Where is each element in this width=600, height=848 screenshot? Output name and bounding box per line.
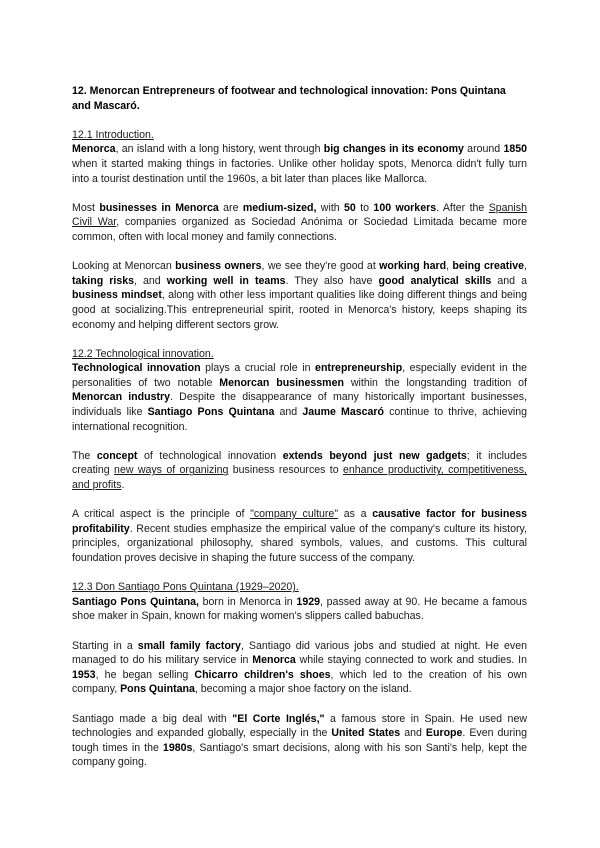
- text-run: . Despite the disappearance of many historically important businesses, individuals like: [72, 391, 527, 419]
- text-run: when it started making things in factories. Unlike other holiday spots, Menorca didn't fully turn into a tourist destination until the 1960s, a bit later than places like Mallorca.: [72, 157, 527, 185]
- bold-text: good analytical skills: [378, 274, 492, 287]
- text-run: , becoming a major shoe factory on the island.: [194, 683, 412, 696]
- bold-text: 50: [344, 201, 356, 214]
- bold-text: Menorca: [252, 654, 296, 667]
- text-run: are: [218, 201, 243, 214]
- bold-text: Santiago Pons Quintana: [147, 406, 275, 419]
- bold-text: business owners: [175, 260, 262, 273]
- underlined-text: Spanish Civil War: [72, 201, 527, 229]
- document-page: [72, 84, 527, 785]
- text-run: , which led to the creation of his own company,: [72, 668, 527, 696]
- text-run: , an island with a long history, went through: [115, 143, 324, 156]
- bold-text: Menorcan industry: [72, 391, 171, 404]
- text-run: , we see they're good at: [261, 260, 380, 273]
- text-run: as a: [338, 508, 373, 521]
- text-run: and a: [491, 274, 527, 287]
- text-run: Looking at Menorcan: [72, 260, 176, 273]
- text-run: .: [121, 479, 125, 492]
- text-run: ,: [524, 260, 527, 273]
- text-run: , and: [134, 274, 167, 287]
- text-run: , along with other less important qualities like doing different things and being good at socializing.This entrepreneurial spirit, rooted in Menorca's history, keeps shaping its economy and helping different sectors grow.: [72, 289, 528, 331]
- text-run: continue to thrive, achieving international recognition.: [72, 406, 528, 433]
- text-run: Most: [72, 201, 100, 214]
- text-run: ; it includes creating: [72, 449, 528, 477]
- text-run: business resources to: [228, 464, 343, 477]
- bold-text: Europe: [425, 727, 463, 740]
- bold-text: 100 workers: [373, 201, 437, 214]
- text-run: born in Menorca in: [198, 595, 297, 608]
- bold-text: Jaume Mascaró: [302, 406, 385, 419]
- paragraph: [72, 449, 527, 493]
- bold-text: extends beyond just new gadgets: [282, 449, 467, 462]
- text-run: The: [72, 449, 97, 462]
- bold-text: big changes in its economy: [323, 143, 464, 156]
- text-run: with: [316, 201, 345, 214]
- text-run: to: [355, 201, 374, 214]
- underlined-text: "company culture": [250, 508, 339, 521]
- bold-text: business mindset: [72, 289, 162, 302]
- text-run: and: [274, 406, 303, 419]
- paragraph: [72, 639, 527, 697]
- bold-text: causative factor for business profitability: [72, 508, 527, 535]
- text-run: , especially evident in the personalities of two notable: [72, 362, 527, 389]
- text-run: of technological innovation: [137, 449, 283, 462]
- bold-text: small family factory: [137, 639, 241, 652]
- bold-text: Chicarro children's shoes: [194, 668, 331, 681]
- text-run: , companies organized as Sociedad Anónima or Sociedad Limitada became more common, often with local money and family connections.: [72, 216, 527, 243]
- text-run: within the longstanding tradition of: [343, 376, 527, 389]
- bold-text: Santiago Pons Quintana,: [72, 595, 199, 608]
- text-run: and: [400, 727, 426, 740]
- section-heading-technological-innovation: 12.2 Technological innovation.: [72, 347, 214, 360]
- bold-text: concept: [96, 449, 138, 462]
- section-heading-santiago-pons-quintana: 12.3 Don Santiago Pons Quintana (1929–2020).: [72, 581, 299, 594]
- bold-text: working hard: [379, 260, 447, 273]
- text-run: . Even during tough times in the: [72, 727, 527, 754]
- text-run: , he began selling: [95, 668, 195, 681]
- section-heading-introduction: 12.1 Introduction.: [72, 128, 154, 141]
- paragraph: [72, 595, 527, 624]
- underlined-text: new ways of organizing: [114, 464, 229, 477]
- paragraph: [72, 361, 527, 434]
- text-run: . Recent studies emphasize the empirical value of the company's culture its history, principles, organizational philosophy, shared symbols, values, and customs. This cultural foundation proves decisive in shaping the future success of the company.: [72, 522, 527, 564]
- paragraph: [72, 259, 527, 332]
- text-run: around: [463, 143, 504, 156]
- bold-text: 1850: [503, 143, 528, 156]
- text-run: while staying connected to work and studies. In: [295, 654, 527, 667]
- bold-text: 1953: [72, 668, 96, 681]
- text-run: ,: [446, 260, 453, 273]
- document-title: 12. Menorcan Entrepreneurs of footwear and technological innovation: Pons Quintana and Mascaró.: [72, 85, 506, 112]
- paragraph: [72, 142, 527, 186]
- text-run: Starting in a: [72, 639, 138, 652]
- paragraph: [72, 712, 527, 770]
- bold-text: working well in teams: [166, 274, 286, 287]
- bold-text: Menorcan businessmen: [219, 376, 344, 389]
- bold-text: "El Corte Inglés,": [232, 712, 325, 725]
- bold-text: medium-sized,: [242, 201, 317, 214]
- bold-text: Technological innovation: [72, 362, 201, 375]
- paragraph: [72, 507, 527, 565]
- paragraph: [72, 201, 527, 245]
- bold-text: taking risks: [72, 274, 134, 287]
- bold-text: being creative: [452, 260, 525, 273]
- bold-text: Pons Quintana: [120, 683, 195, 696]
- text-run: , passed away at 90. He became a famous shoe maker in Spain, known for making women's slippers called babuchas.: [72, 595, 527, 623]
- bold-text: businesses in Menorca: [99, 201, 219, 214]
- text-run: A critical aspect is the principle of: [72, 508, 251, 521]
- text-run: Santiago made a big deal with: [72, 712, 233, 725]
- text-run: . After the: [436, 201, 489, 214]
- bold-text: United States: [331, 727, 401, 740]
- bold-text: 1980s: [162, 741, 193, 754]
- bold-text: 1929: [296, 595, 320, 608]
- text-run: , Santiago did various jobs and studied at night. He even managed to do his military service in: [72, 639, 527, 667]
- bold-text: Menorca: [72, 143, 116, 156]
- text-run: plays a crucial role in: [200, 362, 316, 375]
- bold-text: entrepreneurship: [315, 362, 403, 375]
- underlined-text: enhance productivity, competitiveness, and profits: [72, 464, 527, 492]
- text-run: , Santiago's smart decisions, along with his son Santi's help, kept the company going.: [72, 741, 527, 769]
- text-run: a famous store in Spain. He used new technologies and expanded globally, especially in the: [72, 712, 527, 740]
- text-run: . They also have: [285, 274, 379, 287]
